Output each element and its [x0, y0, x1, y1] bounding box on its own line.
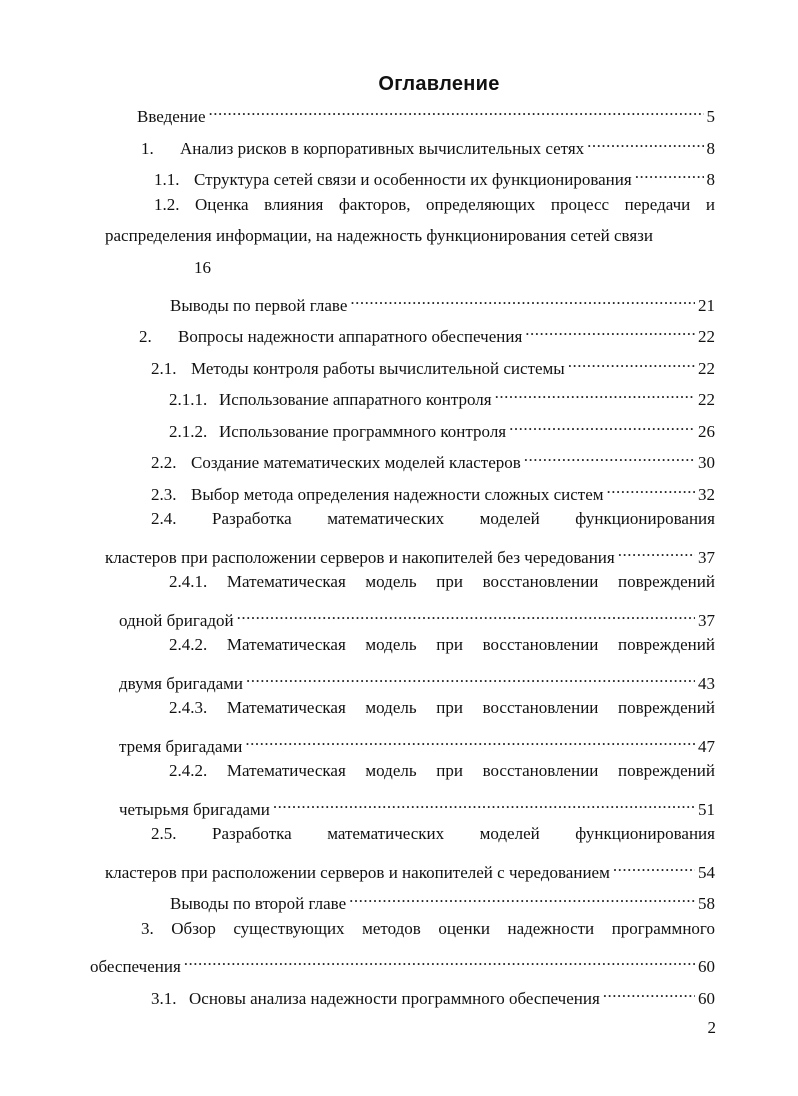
- toc-page: 60: [698, 957, 715, 976]
- toc-number: 1.1.: [154, 170, 180, 189]
- toc-page: 22: [698, 327, 715, 346]
- toc-word: Оценка: [195, 195, 249, 214]
- page-number: 2: [707, 1018, 716, 1037]
- toc-word: Математическая: [226, 635, 346, 654]
- toc-number: 1.2.: [154, 195, 180, 214]
- toc-label: четырьмя бригадами: [119, 800, 270, 819]
- toc-entry-s2-4[interactable]: [151, 507, 715, 531]
- toc-entry-intro[interactable]: [137, 98, 715, 126]
- toc-entry-s2-1-2[interactable]: [169, 413, 715, 441]
- toc-word: существующих: [233, 919, 345, 938]
- toc-number: 3.1.: [151, 989, 177, 1008]
- toc-number: 2.4.2.: [169, 635, 208, 654]
- toc-label: Введение: [137, 107, 206, 126]
- toc-leader-dots: [495, 381, 695, 405]
- toc-word: при: [436, 572, 463, 591]
- toc-page: 54: [698, 863, 715, 882]
- toc-word: модель: [365, 635, 417, 654]
- toc-word: надежности: [507, 919, 595, 938]
- toc-leader-dots: [245, 728, 695, 752]
- toc-number: 2.5.: [151, 824, 177, 843]
- toc-word: повреждений: [618, 761, 715, 780]
- toc-word: моделей: [479, 509, 540, 528]
- toc-page: 43: [698, 674, 715, 693]
- toc-entry-s2-4-4[interactable]: [169, 759, 715, 783]
- toc-word: повреждений: [618, 698, 715, 717]
- toc-word: функционирования: [575, 509, 715, 528]
- toc-leader-dots: [603, 980, 695, 1004]
- toc-leader-dots: [613, 854, 695, 878]
- toc-entry-s2-5[interactable]: [151, 822, 715, 846]
- toc-leader-dots: [184, 948, 695, 972]
- toc-label: Структура сетей связи и особенности их функционирования: [194, 170, 632, 189]
- toc-number: 2.: [139, 327, 152, 346]
- toc-word: Математическая: [226, 761, 346, 780]
- toc-word: методов: [362, 919, 421, 938]
- toc-entry-s2-3[interactable]: [151, 476, 715, 504]
- toc-word: при: [436, 761, 463, 780]
- toc-entry-s1-2-cont: [105, 224, 715, 248]
- toc-number: 2.3.: [151, 485, 177, 504]
- toc-word: Обзор: [171, 919, 216, 938]
- toc-label: Выводы по первой главе: [170, 296, 348, 315]
- toc-page: 22: [698, 390, 715, 409]
- toc-word: восстановлении: [482, 572, 599, 591]
- toc-word: математических: [327, 824, 445, 843]
- toc-word: восстановлении: [482, 635, 599, 654]
- toc-word: программного: [611, 919, 715, 938]
- toc-label: Вопросы надежности аппаратного обеспечения: [178, 327, 523, 346]
- toc-entry-s2-4-2[interactable]: [169, 633, 715, 657]
- toc-entry-ch3-cont: [90, 948, 715, 976]
- toc-label: Использование программного контроля: [219, 422, 507, 441]
- toc-entry-s2-4-1[interactable]: [169, 570, 715, 594]
- toc-word: повреждений: [618, 572, 715, 591]
- toc-number: 2.1.2.: [169, 422, 208, 441]
- toc-leader-dots: [350, 287, 695, 311]
- toc-leader-dots: [568, 350, 695, 374]
- toc-entry-s2-2[interactable]: [151, 444, 715, 472]
- toc-page: 47: [698, 737, 715, 756]
- toc-number: 2.4.3.: [169, 698, 208, 717]
- toc-page: 8: [706, 170, 715, 189]
- toc-number: 3.: [141, 919, 154, 938]
- toc-leader-dots: [524, 444, 695, 468]
- toc-label: кластеров при расположении серверов и накопителей с чередованием: [105, 863, 610, 882]
- toc-entry-concl2[interactable]: [170, 885, 715, 913]
- toc-word: модель: [365, 698, 417, 717]
- toc-label: двумя бригадами: [119, 674, 244, 693]
- toc-label: обеспечения: [90, 957, 181, 976]
- toc-entry-ch1[interactable]: [141, 130, 715, 158]
- toc-label: Выводы по второй главе: [170, 894, 347, 913]
- toc-page: 51: [698, 800, 715, 819]
- toc-leader-dots: [273, 791, 695, 815]
- toc-page: 58: [698, 894, 715, 913]
- toc-word: процесс: [550, 195, 610, 214]
- toc-leader-dots: [525, 318, 695, 342]
- toc-entry-s1-2-page: [194, 256, 254, 280]
- toc-word: Разработка: [212, 824, 292, 843]
- toc-entry-s1-1[interactable]: [154, 161, 715, 189]
- page-title: Оглавление: [378, 73, 500, 95]
- toc-leader-dots: [509, 413, 695, 437]
- toc-word: математических: [327, 509, 445, 528]
- toc-entry-s1-2[interactable]: [154, 193, 715, 217]
- toc-page: 37: [698, 611, 715, 630]
- toc-number: 2.4.: [151, 509, 177, 528]
- toc-leader-dots: [607, 476, 696, 500]
- toc-leader-dots: [237, 602, 695, 626]
- toc-label: Анализ рисков в корпоративных вычислительных сетях: [180, 139, 585, 158]
- toc-entry-s2-4-3-cont: [119, 728, 715, 756]
- toc-number: 2.4.1.: [169, 572, 208, 591]
- toc-label: Создание математических моделей кластеров: [191, 453, 521, 472]
- toc-page: 30: [698, 453, 715, 472]
- toc-label: одной бригадой: [119, 611, 234, 630]
- toc-page: 37: [698, 548, 715, 567]
- toc-label: тремя бригадами: [119, 737, 243, 756]
- toc-word: при: [436, 698, 463, 717]
- toc-word: определяющих: [426, 195, 536, 214]
- toc-word: моделей: [479, 824, 540, 843]
- toc-entry-s2-4-cont: [105, 539, 715, 567]
- toc-entry-s2-1[interactable]: [151, 350, 715, 378]
- toc-leader-dots: [246, 665, 695, 689]
- toc-entry-s2-4-2-cont: [119, 665, 715, 693]
- toc-leader-dots: [618, 539, 695, 563]
- toc-page: 22: [698, 359, 715, 378]
- toc-word: передачи: [624, 195, 691, 214]
- toc-word: влияния: [264, 195, 324, 214]
- toc-entry-s2-1-1[interactable]: [169, 381, 715, 409]
- toc-page: 5: [706, 107, 715, 126]
- toc-label: кластеров при расположении серверов и накопителей без чередования: [105, 548, 615, 567]
- toc-leader-dots: [209, 98, 704, 122]
- toc-number: 1.: [141, 139, 154, 158]
- toc-leader-dots: [349, 885, 695, 909]
- toc-word: Математическая: [226, 572, 346, 591]
- toc-entry-s2-4-1-cont: [119, 602, 715, 630]
- toc-word: факторов,: [338, 195, 411, 214]
- toc-word: модель: [365, 572, 417, 591]
- toc-entry-ch3[interactable]: [141, 917, 715, 941]
- toc-number: 2.4.2.: [169, 761, 208, 780]
- toc-word: функционирования: [575, 824, 715, 843]
- toc-word: восстановлении: [482, 761, 599, 780]
- toc-page: 26: [698, 422, 715, 441]
- toc-entry-s3-1[interactable]: [151, 980, 715, 1008]
- toc-word: Разработка: [212, 509, 292, 528]
- toc-number: 2.1.: [151, 359, 177, 378]
- toc-label: Выбор метода определения надежности сложных систем: [191, 485, 604, 504]
- toc-number: 2.2.: [151, 453, 177, 472]
- toc-page: 8: [706, 139, 715, 158]
- toc-page: 32: [698, 485, 715, 504]
- toc-word: Математическая: [226, 698, 346, 717]
- toc-entry-concl1[interactable]: [170, 287, 715, 315]
- toc-page: 16: [194, 258, 211, 277]
- toc-label: распределения информации, на надежность функционирования сетей связи: [105, 226, 653, 245]
- toc-word: повреждений: [618, 635, 715, 654]
- toc-word: восстановлении: [482, 698, 599, 717]
- toc-word: при: [436, 635, 463, 654]
- toc-label: Основы анализа надежности программного обеспечения: [189, 989, 600, 1008]
- toc-label: Методы контроля работы вычислительной системы: [191, 359, 565, 378]
- toc-word: модель: [365, 761, 417, 780]
- toc-page: 60: [698, 989, 715, 1008]
- toc-entry-s2-4-4-cont: [119, 791, 715, 819]
- toc-leader-dots: [635, 161, 704, 185]
- toc-word: оценки: [438, 919, 490, 938]
- toc-entry-s2-5-cont: [105, 854, 715, 882]
- toc-page: 21: [698, 296, 715, 315]
- toc-label: Использование аппаратного контроля: [219, 390, 492, 409]
- toc-word: и: [705, 195, 715, 214]
- toc-number: 2.1.1.: [169, 390, 208, 409]
- toc-leader-dots: [587, 130, 703, 154]
- toc-entry-ch2[interactable]: [139, 318, 715, 346]
- toc-entry-s2-4-3[interactable]: [169, 696, 715, 720]
